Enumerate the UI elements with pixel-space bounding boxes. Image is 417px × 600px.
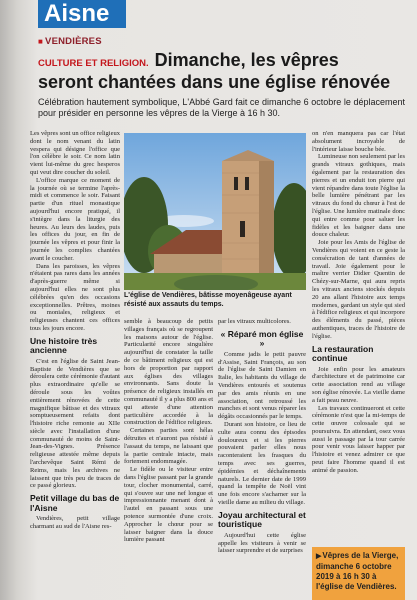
rubric-label: VENDIÈRES [45,36,102,47]
subheading: Petit village du bas de l'Aisne [30,493,120,513]
paragraph: Vendières, petit village charmant au sud de l'Aisne res- [30,515,120,531]
headline-main: Dimanche, les vêpres [154,50,339,70]
paragraph: Lumineuse non seulement par les grands vitraux gothiques, mais également par la restauration des pierres et un enduit ton pierre qui vient répandre dans toute l'église la belle lumière pénétrant par les vitraux du fond du chœur à l'est de l'église. Une lumière matinale donc qui entre comme pour saluer les fidèles et les baigner dans une douce chaleur. [312,153,405,239]
tower-window-lower [240,221,245,237]
tower-shade [259,161,274,275]
rubric [38,36,102,47]
event-infobox [312,547,405,600]
paragraph: Joie enfin pour les amateurs d'architecture et de patrimoine car cette association rend au village son église rénovée. La vieille dame a fait peau neuve. [312,365,405,404]
photo-caption: L'église de Vendières, bâtisse moyenâgeuse ayant résisté aux assauts du temps. [124,292,292,308]
church-photo [124,133,306,290]
paragraph: semble à beaucoup de petits villages français où se regroupent les maisons autour de l'église. Particularité encore singulière aujourd'hui de constater la taille de ce bâtiment religieux qui est hors de proportion par rapport aux églises des villages environnants. Sans doute la présence de religieux installés en communauté il y a plus 800 ans et qui atteste d'une attention particulière accordée à la construction de l'édifice religieux. [124,318,213,427]
paragraph: on n'en manquera pas car l'état absolument incroyable de l'intérieur laisse bouche bée. [312,130,405,153]
paragraph: Le fidèle ou le visiteur entre dans l'église passant par la grande tour, clocher monumental, carré, qui s'ouvre sur une nef longue et impressionnante menant dont à l'autel en passant sous une potence surmontée d'une croix. Approcher le chœur pour se laisser baigner dans la douce lumière passant [124,466,213,544]
column-3 [218,318,306,598]
arrow-right-icon: ▶ [316,553,322,560]
column-1 [30,130,120,598]
section-banner: Aisne [38,0,126,28]
kicker: CULTURE ET RELIGION. [38,58,149,69]
headline-line-1 [38,50,339,71]
subheading: La restauration continue [312,343,374,364]
tower-window-right [245,177,249,190]
paragraph: L'office marque ce moment de la journée où se termine l'après-midi et commence le soir. Faisant partie d'un rituel monastique aujourd'hui encore pratiqué, il s'intègre dans la liturgie des heures. Au leurs des laudes, puis les offices du jour, en fin de journée les vêpres et pour finir la journée les complies chantées avant le coucher. [30,176,120,262]
paragraph: Certaines parties sont hélas détruites et n'auront pas résisté à l'assaut du temps, ne laissant que la partie centrale intacte, mais fortement endommagée. [124,427,213,466]
paragraph: C'est en l'église de Saint Jean-Baptiste de Vendières que se déroulera cette cérémonie d'autant plus extraordinaire qu'elle se déroule sous les voûtes entièrement rénovées de cette magnifique bâtisse et des vitraux somptueusement refaits dont l'histoire riche remonte au XIIe siècle avec l'installation d'une communauté de moins de Saint-Jean-des-Vignes. Présence religieuse attestée même depuis l'archevêque Saint Rémi de Reims, mais les archives ne laissent que très peu de traces de ce passé glorieux. [30,357,120,490]
column-2 [124,318,213,598]
paragraph: Dans les paroisses, les vêpres n'étaient pas rares dans les années d'après-guerre même si aujourd'hui elles ne sont plus célébrées qu'en des occasions exceptionnelles. Prêtres, moines ou moniales, religieux et religieuses chantent ces offices tous les jours encore. [30,262,120,332]
subheading: Joyau architectural et touristique [218,509,306,530]
subheading: « Réparé mon église » [220,328,304,349]
church-photo-svg [124,133,306,290]
headline-line-2: seront chantées dans une église rénovée [38,72,391,92]
paragraph: Aujourd'hui cette église appelle les visiteurs à venir se laisser surprendre et de surprises [218,531,306,555]
paragraph: par les vitraux multicolores. [218,318,291,325]
paragraph: Les vêpres sont un office religieux dont le nom venant du latin vespera qui désigne l'office que l'on célèbre le soir. Ce nom latin vient lui-même du grec hesperos qui veut dire coucher du soleil. [30,130,120,176]
square-bullet-icon: ■ [38,37,44,46]
event-info-text: Vêpres de la Vierge, dimanche 6 octobre 2019 à 16 h 30 à l'église de Vendières. [316,551,399,591]
paragraph: Comme jadis le petit pauvre d'Assise, Saint François, au son de l'église de Saint Damien en Italie, les habitants du village de Vendières entourés et soutenus par des amis réunis en une association, ont retroussé les manches et sont venus réparer les dégâts occasionnés par le temps. [218,350,306,421]
paragraph: Les travaux continueront et cette cérémonie n'est que la mi-temps de cette œuvre colossale qui se poursuivra. En attendant, osez vous aussi le passage par la tour carrée pour venir vous laisser happer par l'histoire et venez admirer ce que peut faire l'homme quand il est animé de passion. [312,404,405,474]
column-4 [312,130,405,544]
tower-window-left [234,177,238,190]
standfirst: Célébration hautement symbolique, L'Abbé Gard fait ce dimanche 6 octobre le déplacement pour présider en personne les vêpres de la Vierge à 16 h 30. [38,97,405,118]
paragraph: Joie pour les Amis de l'église de Vendières qui voient en ce geste la consécration de tant d'années de travail. Joie également pour le maître verrier Didier Quentin de Chézy-sur-Marne, qui aura repris les vitraux anciens stockés depuis 20 ans allant l'histoire aux temps modernes, gardant un style qui sied à l'édifice religieux et qui incorpore des éléments du passé, pièces authentiques, traces de l'histoire de l'église. [312,239,405,340]
subheading: Une histoire très ancienne [30,335,98,356]
paragraph: Durant son histoire, ce lieu de culte aura connu des épisodes douloureux et si les pierres pouvaient parler elles nous raconteraient les frasques du temps avec ses guerres, épidémies et déchaînements naturels. Le dernier date de 1999 quand la tempête de Noël vint une fois encore s'acharner sur la vieille dame au milieu du village. [218,420,306,506]
